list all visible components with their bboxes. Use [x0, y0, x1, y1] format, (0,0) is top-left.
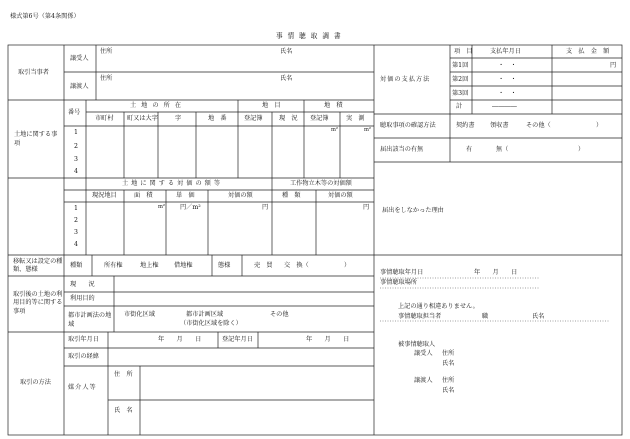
- rights-mode-label: 態様: [218, 262, 231, 269]
- interviewee-label: 被事情聴取人: [398, 341, 436, 348]
- zone-city-planning-note: （市街化区域を除く）: [180, 320, 242, 327]
- land-section-label: 土地に関する事項: [14, 131, 58, 148]
- officer-name-label: 氏名: [532, 313, 545, 320]
- method-process-label: 取引の経緯: [68, 353, 99, 360]
- price-section-label: 土地に関する対価の額等: [122, 180, 224, 187]
- right-type-superficies: 地上権: [140, 262, 159, 269]
- confirm-other-close: ）: [596, 122, 603, 129]
- land-sub-town: 町又は大字: [127, 115, 158, 122]
- transferor-name-label: 氏名: [280, 75, 293, 82]
- payment-row-1: 第1回: [452, 62, 469, 69]
- price-col-area: 面 積: [134, 192, 153, 199]
- land-sub-registry: 登記簿: [244, 115, 263, 122]
- price-unit-yen: 円: [262, 204, 269, 211]
- transferee-address-label: 住所: [100, 48, 113, 55]
- transferee-label: 譲受人: [70, 55, 89, 62]
- price-unit-struct-yen: 円: [363, 204, 370, 211]
- payment-yen: 円: [610, 62, 617, 69]
- report-label: 届出該当の有無: [380, 146, 424, 153]
- payment-col-amount: 支 払 金 額: [566, 48, 610, 55]
- method-reg-date-label: 登記年月日: [222, 336, 253, 343]
- purpose-section-label: 取引後の土地の利用目的等に関する事項: [13, 291, 63, 315]
- structure-price-label: 工作物立木等の対価額: [290, 180, 352, 187]
- land-unit-registry: m²: [331, 127, 338, 133]
- price-unit-area: m²: [158, 204, 165, 210]
- land-row-2: 2: [74, 143, 78, 150]
- method-date-ymd: 年 月 日: [158, 336, 202, 343]
- method-section-label: 取引の方法: [20, 379, 51, 386]
- land-col-area: 地 積: [324, 102, 343, 109]
- zone-other: その他: [270, 311, 289, 318]
- price-row-4: 4: [74, 241, 78, 248]
- price-col-struct-price: 対価の額: [328, 192, 353, 199]
- mode-exchange-close: ）: [344, 262, 351, 269]
- payment-col-item: 項 目: [454, 48, 473, 55]
- purpose-use-label: 利用目的: [70, 295, 95, 302]
- payment-total-date: ――――: [492, 103, 517, 110]
- report-no: 無（: [496, 146, 509, 153]
- land-sub-city: 市町村: [95, 115, 114, 122]
- price-col-unit: 単 価: [176, 192, 195, 199]
- right-type-ownership: 所有権: [104, 262, 123, 269]
- land-row-4: 4: [74, 168, 78, 175]
- land-sub-area-registry: 登記簿: [310, 115, 329, 122]
- interviewee-transferee-address: 住所: [442, 350, 455, 357]
- price-unit-price: 円／m²: [180, 204, 201, 211]
- page-title: 事情聴取調書: [276, 32, 346, 40]
- rights-type-label: 種類: [70, 262, 83, 269]
- land-sub-chiban: 地 番: [208, 115, 227, 122]
- method-reg-date-ymd: 年 月 日: [306, 336, 350, 343]
- payment-date-1: ・ ・: [498, 62, 517, 69]
- hearing-place-label: 事情聴取場所: [380, 279, 418, 286]
- land-row-3: 3: [74, 156, 78, 163]
- price-col-current: 現況地目: [92, 192, 117, 199]
- parties-section-label: 取引当事者: [18, 69, 49, 76]
- no-report-reason-label: 届出をしなかった理由: [382, 207, 444, 214]
- price-col-type: 種 類: [282, 192, 301, 199]
- broker-name-label: 氏 名: [114, 407, 133, 414]
- price-row-3: 3: [74, 229, 78, 236]
- price-row-2: 2: [74, 217, 78, 224]
- confirm-contract: 契約書: [456, 122, 475, 129]
- transferor-address-label: 住所: [100, 75, 113, 82]
- land-unit-actual: m²: [364, 127, 371, 133]
- mode-sale: 売 買: [254, 262, 273, 269]
- confirm-other: その他（: [526, 122, 551, 129]
- purpose-current-label: 現 況: [70, 281, 95, 288]
- form-number: 様式第6号（第4条関係）: [10, 13, 80, 20]
- report-yes: 有: [466, 146, 473, 153]
- confirm-method-label: 聴取事項の確認方法: [380, 122, 436, 129]
- hearing-date-label: 事情聴取年月日: [380, 269, 424, 276]
- payment-date-3: ・ ・: [498, 90, 517, 97]
- payment-row-2: 第2回: [452, 76, 469, 83]
- interviewee-transferee: 譲受人: [414, 350, 433, 357]
- hearing-date-ymd: 年 月 日: [474, 269, 518, 276]
- zone-urban: 市街化区域: [124, 311, 155, 318]
- land-sub-current: 現 況: [279, 115, 298, 122]
- officer-post-label: 職: [482, 313, 489, 320]
- payment-date-2: ・ ・: [498, 76, 517, 83]
- confirm-receipt: 領収書: [490, 122, 509, 129]
- interviewee-transferor: 譲渡人: [414, 377, 433, 384]
- land-col-location: 土地の所在: [130, 102, 186, 109]
- method-date-label: 取引年月日: [68, 336, 99, 343]
- land-sub-aza: 字: [175, 115, 182, 122]
- method-broker-label: 媒介人等: [68, 384, 97, 391]
- interviewee-transferor-name: 氏名: [442, 387, 455, 394]
- land-col-chimoku: 地 目: [262, 102, 281, 109]
- payment-section-label: 対価の支払方法: [380, 76, 431, 83]
- payment-row-3: 第3回: [452, 90, 469, 97]
- price-col-price: 対価の額: [228, 192, 253, 199]
- rights-section-label: 移転又は設定の種類、態様: [13, 258, 63, 274]
- officer-label: 事情聴取担当者: [398, 313, 442, 320]
- right-type-leasehold: 借地権: [174, 262, 193, 269]
- payment-total-label: 計: [456, 103, 463, 110]
- transferee-name-label: 氏名: [280, 48, 293, 55]
- zone-city-planning: 都市計画区域: [186, 311, 224, 318]
- statement-text: 上記の通り相違ありません。: [398, 303, 479, 310]
- interviewee-transferee-name: 氏名: [442, 360, 455, 367]
- transferor-label: 譲渡人: [70, 83, 89, 90]
- land-sub-area-actual: 実 測: [346, 115, 365, 122]
- broker-address-label: 住 所: [114, 371, 133, 378]
- land-row-1: 1: [74, 129, 78, 136]
- purpose-zone-label: 都市計画法の地域: [68, 312, 112, 329]
- land-col-no: 番号: [68, 109, 81, 116]
- report-no-close: ）: [578, 146, 585, 153]
- mode-exchange: 交 換（: [284, 262, 309, 269]
- payment-col-date: 支払年月日: [490, 48, 521, 55]
- price-row-1: 1: [74, 205, 78, 212]
- interviewee-transferor-address: 住所: [442, 377, 455, 384]
